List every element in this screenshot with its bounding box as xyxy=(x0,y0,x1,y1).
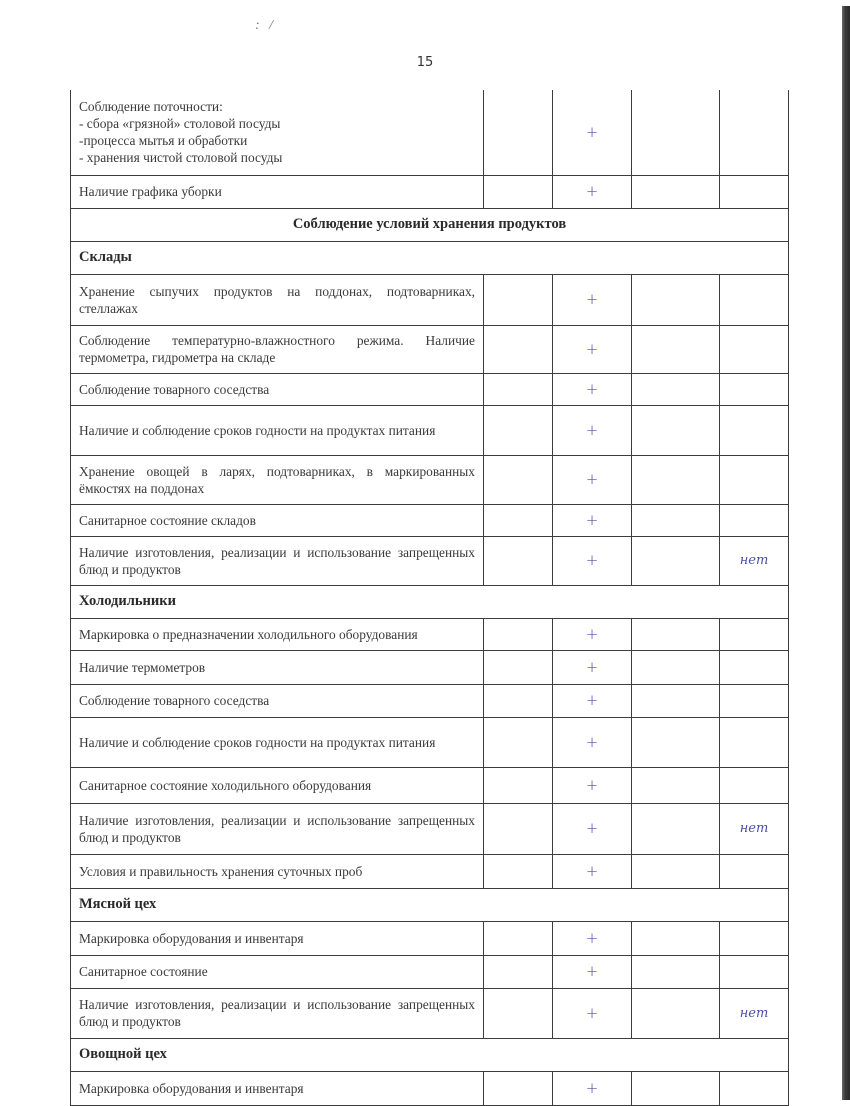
criterion-text xyxy=(71,325,484,373)
subsection-title: Мясной цех xyxy=(71,888,789,921)
compliance-mark-cell: + xyxy=(553,405,632,455)
compliance-mark-cell: + xyxy=(553,650,632,684)
criterion-line: Соблюдение товарного соседства xyxy=(79,693,270,708)
checklist-body xyxy=(71,90,789,1105)
criterion-line: Соблюдение товарного соседства xyxy=(79,381,270,397)
criterion-text xyxy=(71,803,484,854)
empty-cell xyxy=(484,325,553,373)
checklist-row xyxy=(71,921,789,955)
handwritten-note-cell: нет xyxy=(720,803,789,854)
checklist-row xyxy=(71,175,789,208)
empty-cell xyxy=(632,803,720,854)
handwritten-note-cell xyxy=(720,955,789,988)
checklist-row xyxy=(71,767,789,803)
section-header-row xyxy=(71,208,789,241)
empty-cell xyxy=(484,717,553,767)
checklist-row xyxy=(71,684,789,717)
empty-cell xyxy=(484,988,553,1038)
handwritten-note-cell xyxy=(720,618,789,650)
empty-cell xyxy=(632,504,720,536)
empty-cell xyxy=(632,650,720,684)
criterion-line: Соблюдение поточности: xyxy=(79,99,223,115)
empty-cell xyxy=(632,618,720,650)
empty-cell xyxy=(632,274,720,325)
handwritten-note-cell xyxy=(720,175,789,208)
handwritten-note-cell xyxy=(720,90,789,175)
empty-cell xyxy=(632,854,720,888)
criterion-line: Наличие изготовления, реализации и использование запрещенных блюд и продуктов xyxy=(79,997,475,1029)
compliance-mark-cell: + xyxy=(553,504,632,536)
empty-cell xyxy=(484,767,553,803)
handwritten-note-cell xyxy=(720,650,789,684)
criterion-text xyxy=(71,373,484,405)
subsection-header-row xyxy=(71,1038,789,1071)
empty-cell xyxy=(484,405,553,455)
criterion-line: Маркировка о предназначении холодильного оборудования xyxy=(79,626,418,642)
empty-cell xyxy=(632,455,720,504)
empty-cell xyxy=(632,536,720,585)
empty-cell xyxy=(484,175,553,208)
criterion-text xyxy=(71,455,484,504)
criterion-text xyxy=(71,504,484,536)
criterion-line: Условия и правильность хранения суточных проб xyxy=(79,863,363,879)
empty-cell xyxy=(484,274,553,325)
compliance-mark-cell: + xyxy=(553,373,632,405)
empty-cell xyxy=(632,717,720,767)
criterion-line: Соблюдение температурно-влажностного режима. Наличие термометра, гидрометра на складе xyxy=(79,333,475,365)
handwritten-note-cell xyxy=(720,405,789,455)
handwritten-note-cell xyxy=(720,373,789,405)
empty-cell xyxy=(484,650,553,684)
empty-cell xyxy=(632,955,720,988)
empty-cell xyxy=(632,988,720,1038)
handwritten-note-cell xyxy=(720,767,789,803)
handwritten-note-cell xyxy=(720,455,789,504)
checklist-row xyxy=(71,90,789,175)
criterion-line: Санитарное состояние холодильного оборудования xyxy=(79,777,372,793)
compliance-mark-cell: + xyxy=(553,274,632,325)
compliance-mark-cell: + xyxy=(553,1071,632,1105)
criterion-line: Наличие графика уборки xyxy=(79,184,222,199)
handwritten-note-cell xyxy=(720,717,789,767)
empty-cell xyxy=(632,684,720,717)
page-number: 15 xyxy=(416,55,434,70)
inspection-checklist-table xyxy=(70,90,789,1106)
criterion-text xyxy=(71,854,484,888)
checklist-row xyxy=(71,455,789,504)
criterion-text xyxy=(71,684,484,717)
empty-cell xyxy=(632,767,720,803)
empty-cell xyxy=(484,955,553,988)
handwritten-note-cell xyxy=(720,274,789,325)
empty-cell xyxy=(484,854,553,888)
scan-edge-shadow xyxy=(842,6,850,1100)
criterion-text xyxy=(71,274,484,325)
stray-pen-marks: : / xyxy=(255,18,277,33)
empty-cell xyxy=(484,618,553,650)
empty-cell xyxy=(484,504,553,536)
compliance-mark-cell: + xyxy=(553,854,632,888)
compliance-mark-cell: + xyxy=(553,717,632,767)
compliance-mark-cell: + xyxy=(553,90,632,175)
criterion-line: Наличие термометров xyxy=(79,659,206,675)
empty-cell xyxy=(632,325,720,373)
criterion-text xyxy=(71,767,484,803)
handwritten-note-cell xyxy=(720,325,789,373)
handwritten-note-cell: нет xyxy=(720,988,789,1038)
checklist-row xyxy=(71,854,789,888)
criterion-line: -процесса мытья и обработки xyxy=(79,133,248,149)
checklist-row xyxy=(71,803,789,854)
criterion-text xyxy=(71,955,484,988)
criterion-text xyxy=(71,921,484,955)
empty-cell xyxy=(632,921,720,955)
empty-cell xyxy=(484,373,553,405)
compliance-mark-cell: + xyxy=(553,803,632,854)
checklist-row xyxy=(71,717,789,767)
criterion-text xyxy=(71,90,484,175)
empty-cell xyxy=(484,803,553,854)
criterion-text xyxy=(71,175,484,208)
checklist-row xyxy=(71,618,789,650)
compliance-mark-cell: + xyxy=(553,175,632,208)
compliance-mark-cell: + xyxy=(553,988,632,1038)
empty-cell xyxy=(632,90,720,175)
empty-cell xyxy=(632,405,720,455)
empty-cell xyxy=(484,921,553,955)
criterion-text xyxy=(71,536,484,585)
checklist-row xyxy=(71,504,789,536)
criterion-line: - сбора «грязной» столовой посуды xyxy=(79,116,281,132)
criterion-text xyxy=(71,717,484,767)
compliance-mark-cell: + xyxy=(553,536,632,585)
handwritten-note-cell xyxy=(720,504,789,536)
empty-cell xyxy=(484,455,553,504)
checklist-row xyxy=(71,405,789,455)
compliance-mark-cell: + xyxy=(553,955,632,988)
handwritten-note-cell xyxy=(720,854,789,888)
checklist-row xyxy=(71,988,789,1038)
handwritten-note-cell: нет xyxy=(720,536,789,585)
compliance-mark-cell: + xyxy=(553,618,632,650)
section-title: Соблюдение условий хранения продуктов xyxy=(71,208,789,241)
criterion-line: Маркировка оборудования и инвентаря xyxy=(79,930,304,946)
compliance-mark-cell: + xyxy=(553,684,632,717)
criterion-line: Наличие изготовления, реализации и использование запрещенных блюд и продуктов xyxy=(79,544,475,577)
empty-cell xyxy=(484,684,553,717)
criterion-line: - хранения чистой столовой посуды xyxy=(79,150,283,166)
checklist-row xyxy=(71,325,789,373)
handwritten-note-cell xyxy=(720,921,789,955)
empty-cell xyxy=(484,536,553,585)
criterion-text xyxy=(71,650,484,684)
criterion-line: Санитарное состояние складов xyxy=(79,512,256,528)
subsection-title: Овощной цех xyxy=(71,1038,789,1071)
subsection-header-row xyxy=(71,585,789,618)
criterion-line: Санитарное состояние xyxy=(79,964,208,979)
criterion-line: Хранение овощей в ларях, подтоварниках, в маркированных ёмкостях на поддонах xyxy=(79,463,475,496)
compliance-mark-cell: + xyxy=(553,325,632,373)
handwritten-note-cell xyxy=(720,684,789,717)
criterion-line: Хранение сыпучих продуктов на поддонах, подтоварниках, стеллажах xyxy=(79,283,475,316)
criterion-text xyxy=(71,618,484,650)
compliance-mark-cell: + xyxy=(553,767,632,803)
subsection-header-row xyxy=(71,241,789,274)
criterion-text xyxy=(71,405,484,455)
checklist-row xyxy=(71,650,789,684)
compliance-mark-cell: + xyxy=(553,455,632,504)
empty-cell xyxy=(632,175,720,208)
criterion-line: Маркировка оборудования и инвентаря xyxy=(79,1080,304,1096)
checklist-row xyxy=(71,274,789,325)
checklist-row xyxy=(71,955,789,988)
empty-cell xyxy=(632,373,720,405)
subsection-header-row xyxy=(71,888,789,921)
subsection-title: Холодильники xyxy=(71,585,789,618)
criterion-line: Наличие изготовления, реализации и использование запрещенных блюд и продуктов xyxy=(79,812,475,845)
compliance-mark-cell: + xyxy=(553,921,632,955)
subsection-title: Склады xyxy=(71,241,789,274)
checklist-row xyxy=(71,373,789,405)
empty-cell xyxy=(484,90,553,175)
criterion-line: Наличие и соблюдение сроков годности на продуктах питания xyxy=(79,422,436,438)
criterion-line: Наличие и соблюдение сроков годности на продуктах питания xyxy=(79,734,436,750)
checklist-row xyxy=(71,536,789,585)
criterion-text xyxy=(71,988,484,1038)
